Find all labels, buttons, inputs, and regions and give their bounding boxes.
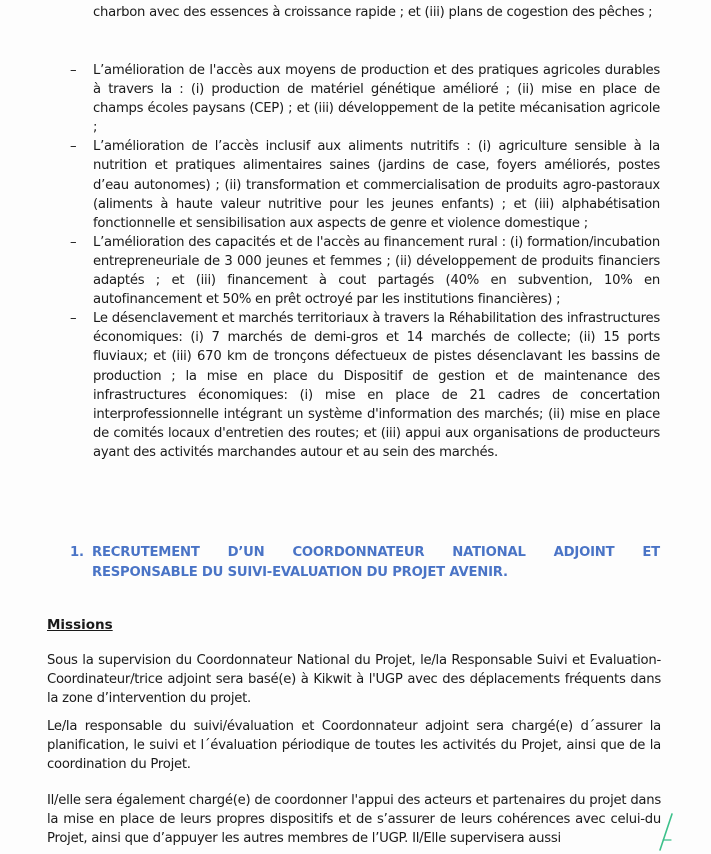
heading-word: ET	[642, 545, 660, 560]
dash-bullet-icon: –	[70, 63, 77, 78]
dash-bullet-icon: –	[70, 139, 77, 155]
list-item-text: L’amélioration de l'accès aux moyens de production et des pratiques agricoles durables à travers la : (i) production de matériel génétique amélioré ; (ii) mise en place de champs écoles paysans (CEP) ; et (iii) développement de la petite mécanisation agricole ;	[93, 63, 660, 136]
handwritten-initial-mark	[656, 812, 680, 852]
dash-bullet-icon: –	[70, 311, 77, 327]
list-item	[70, 61, 660, 137]
heading-word: D’UN	[227, 545, 265, 560]
section-heading-line1	[92, 543, 660, 563]
heading-word: RECRUTEMENT	[92, 545, 200, 560]
section-heading-line2: RESPONSABLE DU SUIVI-EVALUATION DU PROJET AVENIR.	[92, 565, 508, 580]
list-item-text: Le désenclavement et marchés territoriaux à travers la Réhabilitation des infrastructures économiques: (i) 7 marchés de demi-gros et 14 marchés de collecte; (ii) 15 ports fluviaux; et (iii) 670 km de tronçons défectueux de pistes désenclavant les bassins de production ; la mise en place du Dispositif de gestion et de maintenance des infrastructures économiques: (i) mise en place de 21 cadres de concertation interprofessionnelle intégrant un système d'information des marchés; (ii) mise en place de comités locaux d'entretien des routes; et (iii) appui aux organisations de producteurs ayant des activités marchandes autour et au sein des marchés.	[93, 311, 660, 460]
paragraph: Le/la responsable du suivi/évaluation et Coordonnateur adjoint sera chargé(e) d´assurer la planification, le suivi et l´évaluation périodique de toutes les activités du Projet, ainsi que de la coordination du Projet.	[47, 719, 661, 773]
list-item	[70, 233, 660, 309]
list-item-text: L’amélioration de l’accès inclusif aux aliments nutritifs : (i) agriculture sensible à la nutrition et pratiques alimentaires saines (jardins de case, foyers améliorés, postes d’eau autonomes) ; (ii) transformation et commercialisation de produits agro-pastoraux (aliments à haute valeur nutritive pour les jeunes enfants) ; et (iii) alphabétisation fonctionnelle et sensibilisation aux aspects de genre et violence domestique ;	[93, 139, 660, 231]
list-item	[70, 309, 660, 462]
paragraph: Sous la supervision du Coordonnateur National du Projet, le/la Responsable Suivi et Evaluation- Coordinateur/trice adjoint sera basé(e) à Kikwit à l'UGP avec des déplacements fréquents dans la zone d’intervention du projet.	[47, 653, 661, 707]
bullet-list	[70, 61, 660, 462]
list-item	[70, 137, 660, 232]
continuation-text: charbon avec des essences à croissance rapide ; et (iii) plans de cogestion des pêches ;	[93, 5, 653, 20]
heading-word: ADJOINT	[553, 545, 615, 560]
heading-word: NATIONAL	[452, 545, 526, 560]
list-item-text: L’amélioration des capacités et de l'accès au financement rural : (i) formation/incubation entrepreneuriale de 3 000 jeunes et femmes ; (ii) développement de produits financiers adaptés ; et (iii) financement à cout partagés (40% en subvention, 10% en autofinancement et 50% en prêt octroyé par les institutions financières) ;	[93, 234, 660, 308]
section-number: 1.	[70, 545, 84, 560]
section-heading	[70, 543, 660, 583]
paragraph: Il/elle sera également chargé(e) de coordonner l'appui des acteurs et partenaires du projet dans la mise en place de leurs propres dispositifs et de s’assurer de leurs cohérences avec celui-du Projet, ainsi que d’appuyer les autres membres de l’UGP. Il/Elle supervisera aussi	[47, 793, 661, 847]
missions-subheading: Missions	[47, 617, 113, 633]
heading-word: COORDONNATEUR	[292, 545, 425, 560]
dash-bullet-icon: –	[70, 234, 77, 250]
